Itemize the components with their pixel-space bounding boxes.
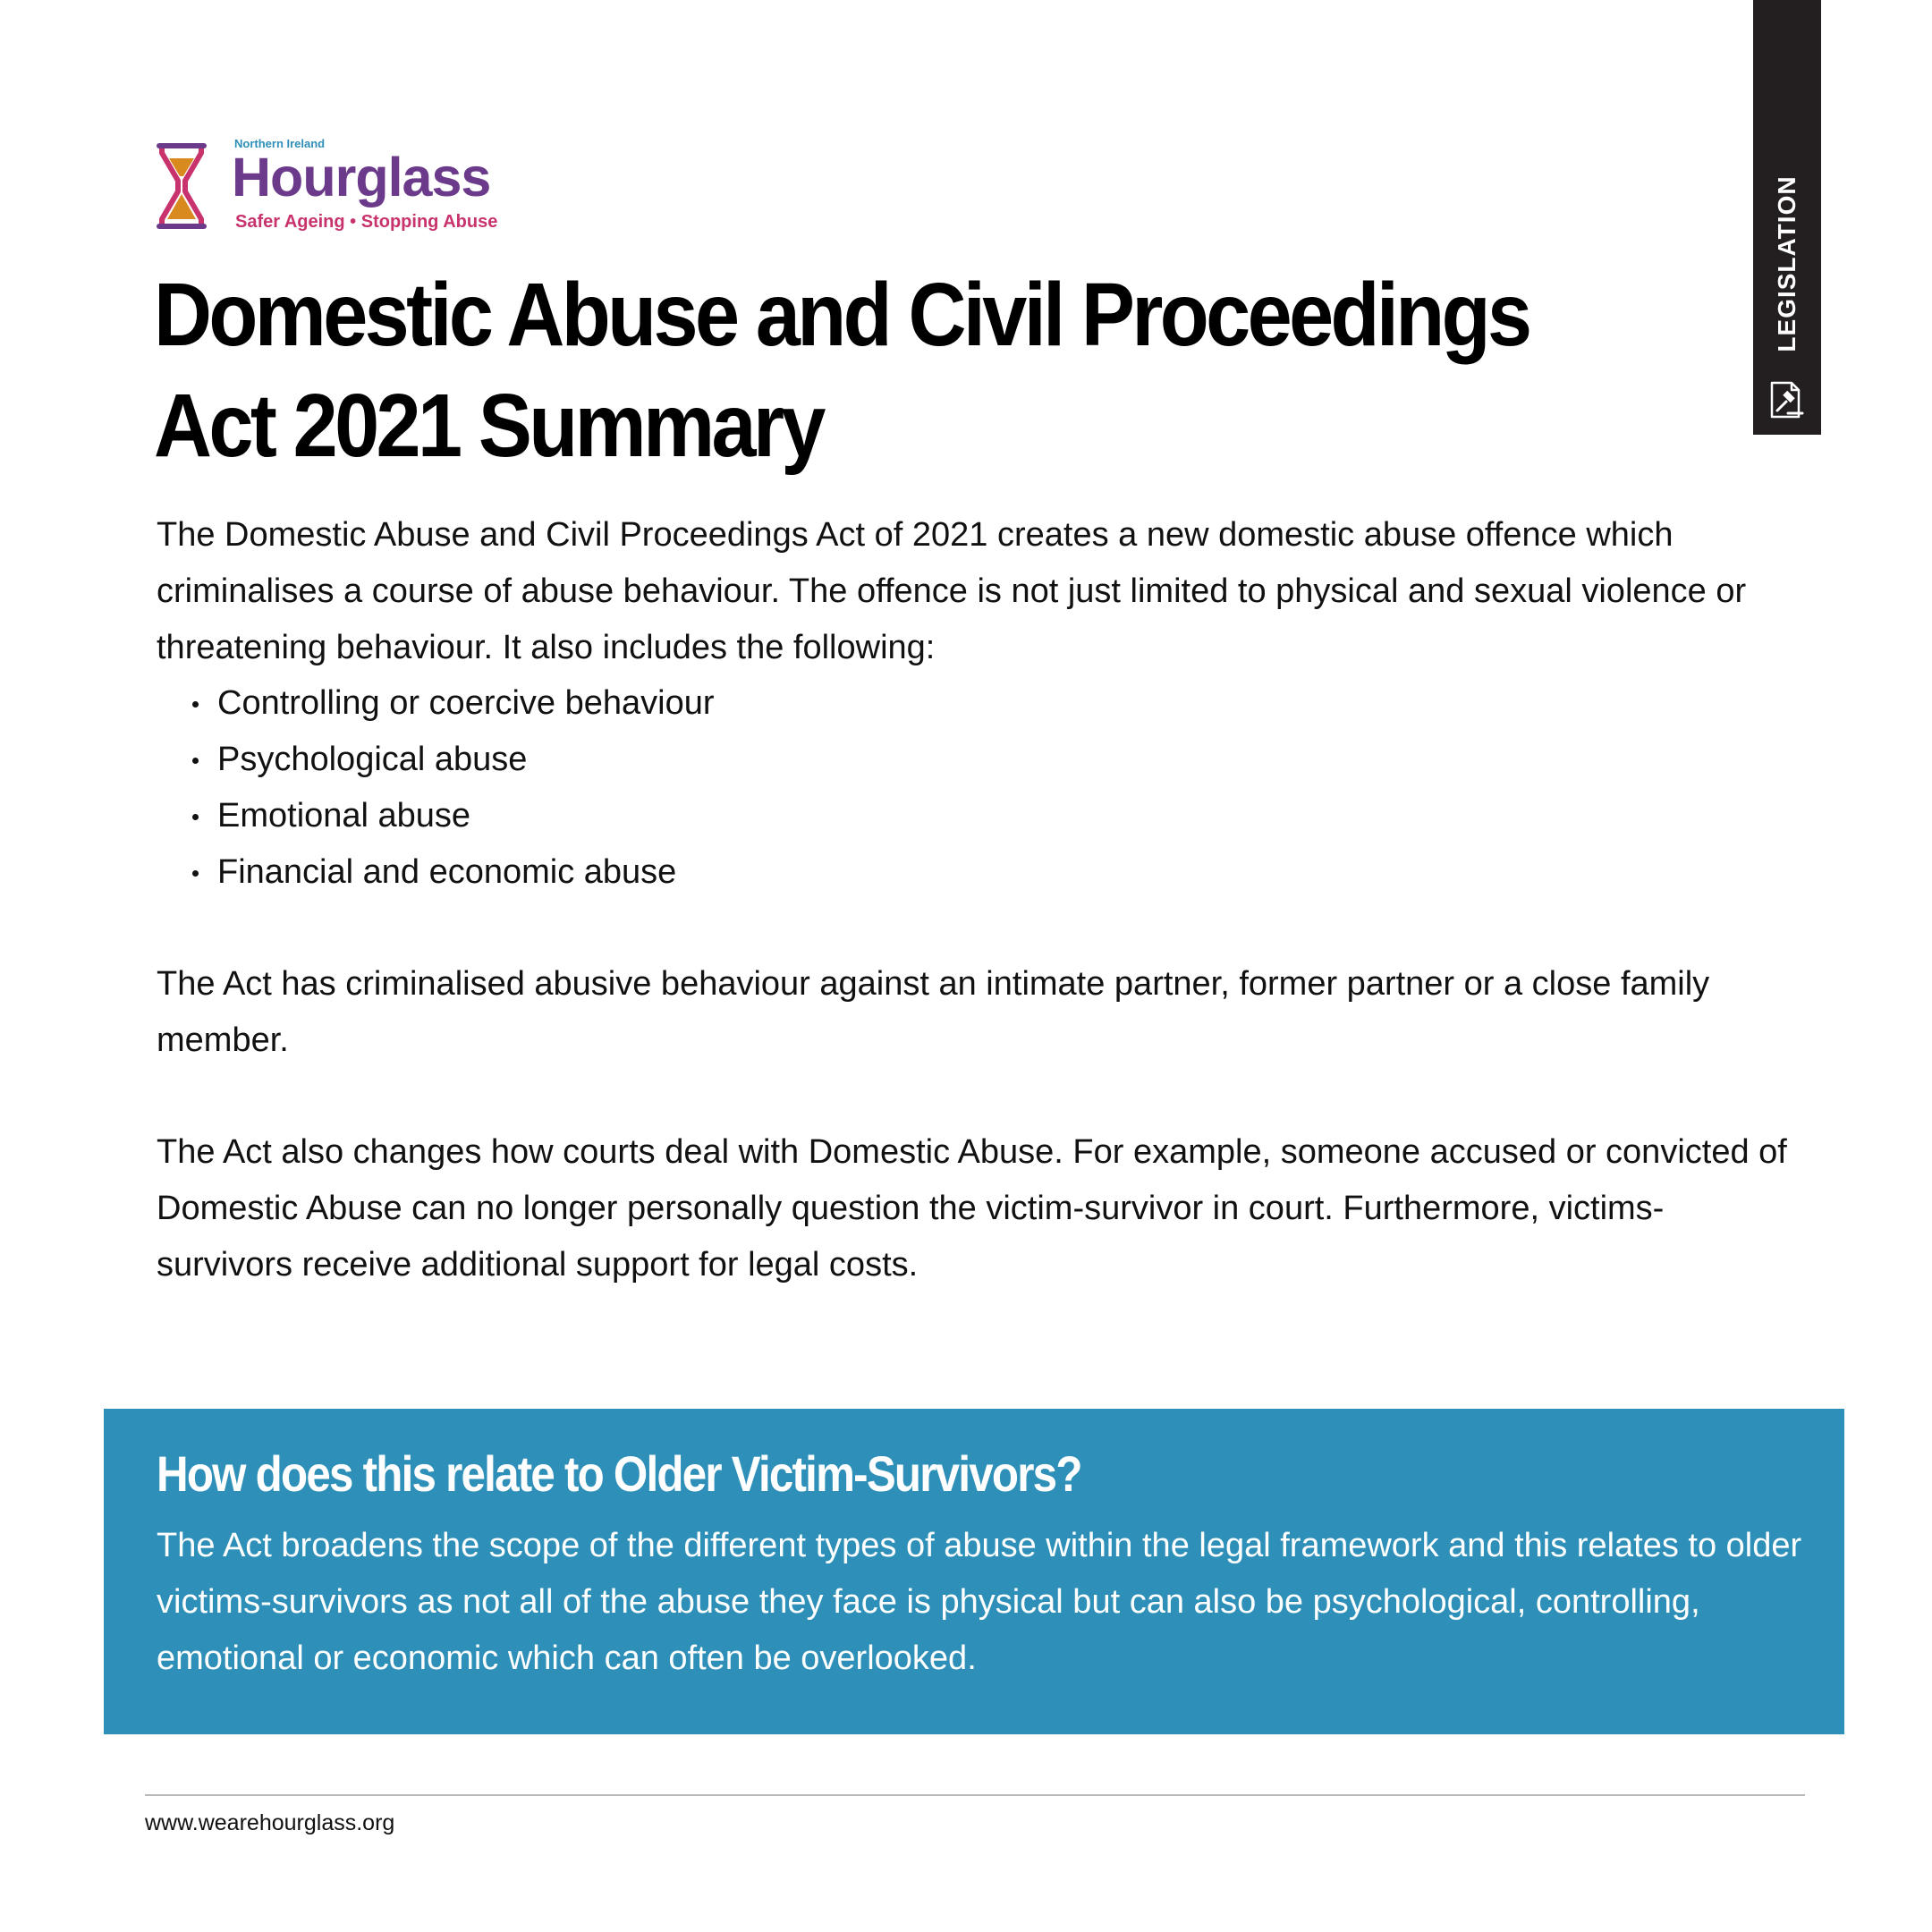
logo-brand-name: Hourglass — [232, 147, 491, 208]
list-item — [192, 844, 715, 901]
page-title: Domestic Abuse and Civil Proceedings Act 2021 Summary — [154, 265, 1530, 476]
bullet-icon — [192, 758, 199, 764]
list-item-text: Psychological abuse — [217, 741, 528, 778]
callout-heading: How does this relate to Older Victim-Survivors? — [157, 1445, 1081, 1502]
callout-text: The Act broadens the scope of the different types of abuse within the legal framework and this relates to older victims-survivors as not all of the abuse they face is physical but can also be psychological, controlling, emotional or economic which can often be overlooked. — [157, 1527, 1802, 1677]
logo-region-text: Northern Ireland — [234, 137, 326, 150]
courts-changes-paragraph: The Act also changes how courts deal with Domestic Abuse. For example, someone accused or convicted of Domestic Abuse can no longer personally question the victim-survivor in court. Furthermore, victims-survivors receive additional support for legal costs. — [157, 1133, 1787, 1284]
legislation-side-tab — [1753, 0, 1821, 435]
bullet-icon — [192, 870, 199, 877]
footer-divider — [145, 1794, 1805, 1796]
footer-url: www.wearehourglass.org — [145, 1810, 395, 1835]
abuse-types-list — [192, 675, 715, 901]
logo-tagline: Safer Ageing • Stopping Abuse — [235, 212, 498, 232]
legislation-document-gavel-icon — [1768, 379, 1808, 420]
hourglass-icon — [157, 140, 207, 232]
hourglass-logo — [157, 137, 514, 235]
side-tab-label: LEGISLATION — [1773, 175, 1801, 352]
list-item-text: Controlling or coercive behaviour — [217, 684, 715, 722]
list-item-text: Financial and economic abuse — [217, 853, 677, 891]
intro-paragraph: The Domestic Abuse and Civil Proceedings Act of 2021 creates a new domestic abuse offence which criminalises a course of abuse behaviour. The offence is not just limited to physical and sexual violence or threatening behaviour. It also includes the following: — [157, 516, 1747, 666]
list-item-text: Emotional abuse — [217, 797, 471, 835]
list-item — [192, 788, 715, 844]
bullet-icon — [192, 701, 199, 708]
list-item — [192, 675, 715, 732]
criminalised-behaviour-paragraph: The Act has criminalised abusive behaviour against an intimate partner, former partner or a close family member. — [157, 965, 1710, 1059]
list-item — [192, 732, 715, 788]
bullet-icon — [192, 814, 199, 820]
older-victims-callout — [104, 1409, 1844, 1734]
